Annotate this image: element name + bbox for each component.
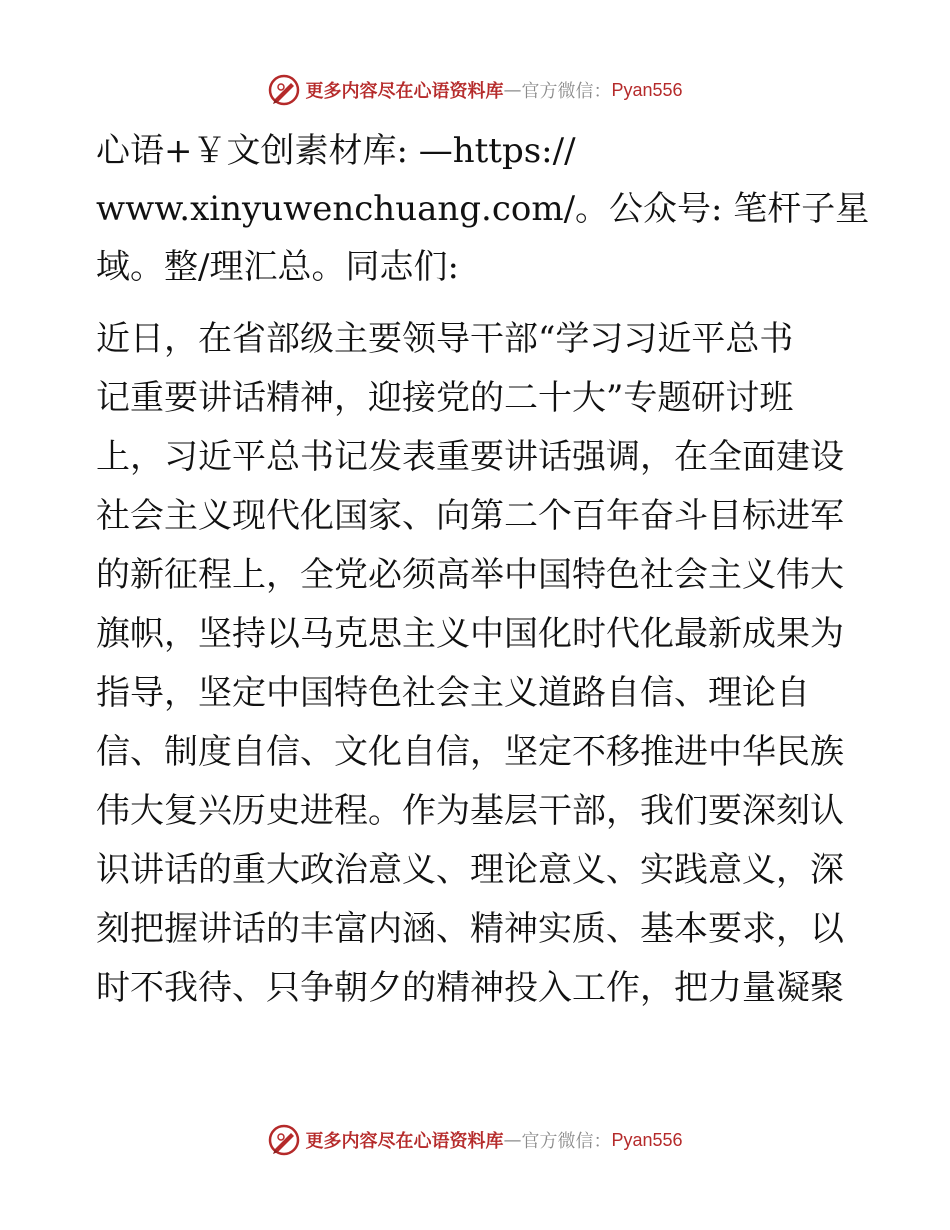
text-line: 心语+￥文创素材库: —https:// xyxy=(96,131,576,171)
text-line: 信、制度自信、文化自信，坚定不移推进中华民族 xyxy=(96,732,844,772)
text-line: 近日，在省部级主要领导干部“学习习近平总书 xyxy=(96,319,794,359)
pen-logo-icon xyxy=(267,73,301,107)
intro-paragraph xyxy=(96,122,870,296)
text-line: 记重要讲话精神，迎接党的二十大”专题研讨班 xyxy=(96,378,794,418)
text-line: 伟大复兴历史进程。作为基层干部，我们要深刻认 xyxy=(96,791,844,831)
text-line: www.xinyuwenchuang.com/。公众号: 笔杆子星 xyxy=(96,189,870,229)
text-line: 指导，坚定中国特色社会主义道路自信、理论自 xyxy=(96,673,810,713)
banner-official-label: 官方微信： xyxy=(521,81,612,102)
text-line: 社会主义现代化国家、向第二个百年奋斗目标进军 xyxy=(96,496,844,536)
banner-official-label: 官方微信： xyxy=(521,1131,612,1152)
banner-brand-text: 更多内容尽在心语资料库 xyxy=(305,1131,504,1152)
text-line: 识讲话的重大政治意义、理论意义、实践意义，深 xyxy=(96,850,844,890)
banner-wechat-id: Pyan556 xyxy=(611,79,683,100)
footer-banner xyxy=(0,1120,950,1160)
body-paragraph xyxy=(96,310,856,1018)
text-line: 时不我待、只争朝夕的精神投入工作，把力量凝聚 xyxy=(96,968,844,1008)
pen-logo-icon xyxy=(267,1123,301,1157)
banner-brand-text: 更多内容尽在心语资料库 xyxy=(305,81,504,102)
banner-separator: — xyxy=(503,79,522,101)
text-line: 刻把握讲话的丰富内涵、精神实质、基本要求，以 xyxy=(96,909,844,949)
text-line: 旗帜，坚持以马克思主义中国化时代化最新成果为 xyxy=(96,614,844,654)
banner-separator: — xyxy=(503,1129,522,1151)
text-line: 上，习近平总书记发表重要讲话强调，在全面建设 xyxy=(96,437,844,477)
header-banner xyxy=(0,70,950,110)
text-line: 的新征程上，全党必须高举中国特色社会主义伟大 xyxy=(96,555,844,595)
banner-wechat-id: Pyan556 xyxy=(611,1129,683,1150)
text-line: 域。整/理汇总。同志们: xyxy=(96,247,459,287)
